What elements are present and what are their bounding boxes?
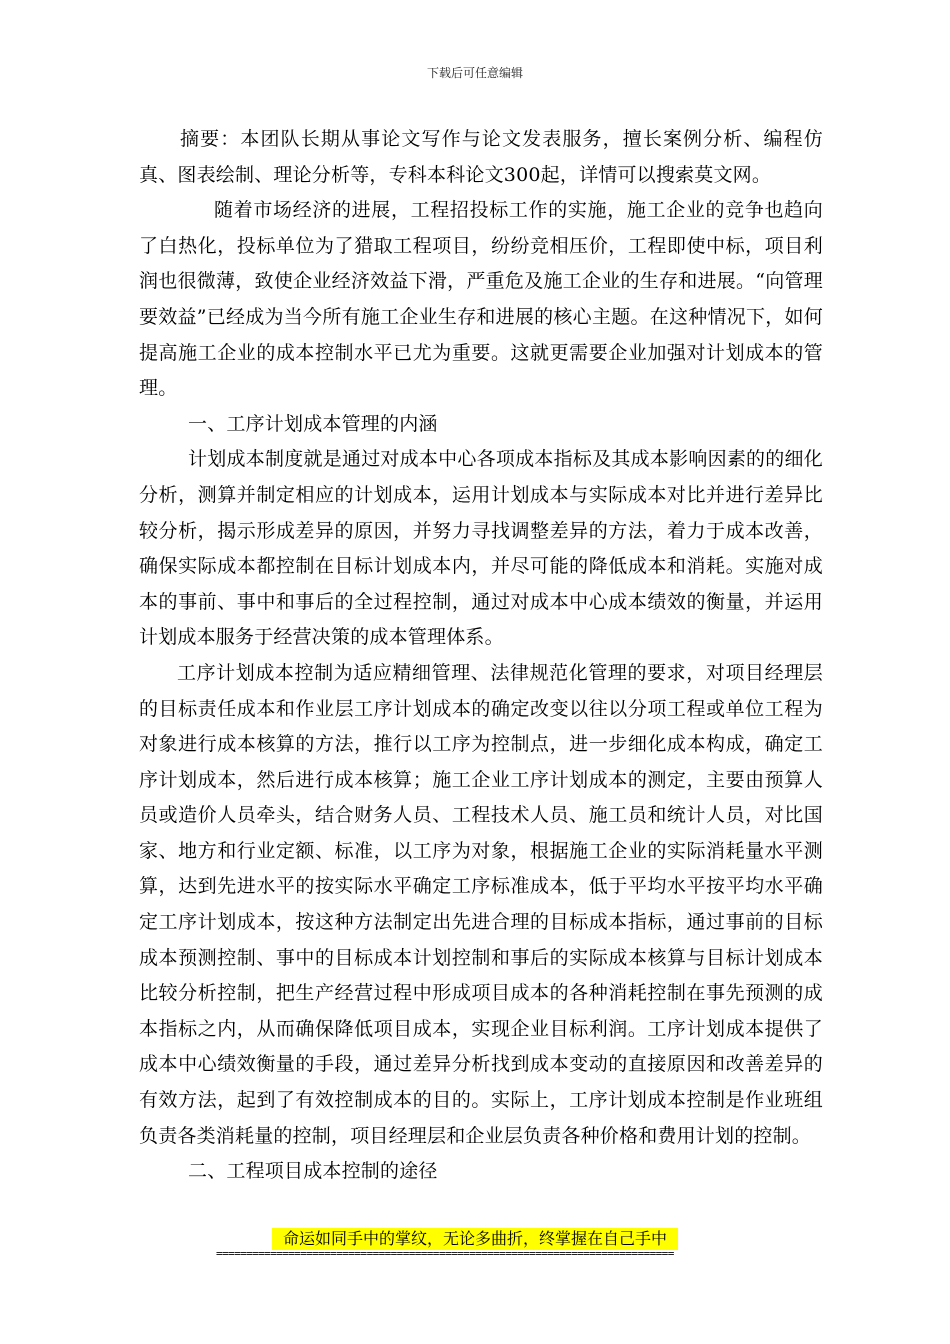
intro-paragraph: 随着市场经济的进展，工程招投标工作的实施，施工企业的竞争也趋向了白热化，投标单位为了猎取工程项目，纷纷竞相压价，工程即使中标，项目利润也很微薄，致使企业经济效益下滑，严重危及施工企业的生存和进展。“向管理要效益”已经成为当今所有施工企业生存和进展的核心主题。在这种情况下，如何提高施工企业的成本控制水平已尤为重要。这就更需要企业加强对计划成本的管理。: [139, 199, 823, 400]
body-paragraph: 计划成本制度就是通过对成本中心各项成本指标及其成本影响因素的的细化分析，测算并制定相应的计划成本，运用计划成本与实际成本对比并进行差异比较分析，揭示形成差异的原因，并努力寻找调整差异的方法，着力于成本改善，确保实际成本都控制在目标计划成本内，并尽可能的降低成本和消耗。实施对成本的事前、事中和事后的全过程控制，通过对成本中心成本绩效的衡量，并运用计划成本服务于经营决策的成本管理体系。: [139, 448, 823, 649]
body-paragraph: 工序计划成本控制为适应精细管理、法律规范化管理的要求，对项目经理层的目标责任成本和作业层工序计划成本的确定改变以往以分项工程或单位工程为对象进行成本核算的方法，推行以工序为控制点，进一步细化成本构成，确定工序计划成本，然后进行成本核算；施工企业工序计划成本的测定，主要由预算人员或造价人员牵头，结合财务人员、工程技术人员、施工员和统计人员，对比国家、地方和行业定额、标准，以工序为对象，根据施工企业的实际消耗量水平测算，达到先进水平的按实际水平确定工序标准成本，低于平均水平按平均水平确定工序计划成本，按这种方法制定出先进合理的目标成本指标，通过事前的目标成本预测控制、事中的目标成本计划控制和事后的实际成本核算与目标计划成本比较分析控制，把生产经营过程中形成项目成本的各种消耗控制在事先预测的成本指标之内，从而确保降低项目成本，实现企业目标利润。工序计划成本提供了成本中心绩效衡量的手段，通过差异分析找到成本变动的直接原因和改善差异的有效方法，起到了有效控制成本的目的。实际上，工序计划成本控制是作业班组负责各类消耗量的控制，项目经理层和企业层负责各种价格和费用计划的控制。: [139, 661, 823, 1147]
section-heading-1: 一、工序计划成本管理的内涵: [188, 412, 438, 435]
page-header: 下载后可任意编辑: [426, 66, 523, 80]
footer-divider: ============================================================================: [216, 1248, 674, 1260]
document-body: [139, 122, 823, 1190]
abstract-paragraph: 摘要：本团队长期从事论文写作与论文发表服务，擅长案例分析、编程仿真、图表绘制、理论分析等，专科本科论文300起，详情可以搜索莫文网。: [139, 128, 823, 186]
footer-quote: 命运如同手中的掌纹，无论多曲折，终掌握在自己手中: [272, 1228, 678, 1250]
section-heading-2: 二、工程项目成本控制的途径: [188, 1160, 438, 1183]
